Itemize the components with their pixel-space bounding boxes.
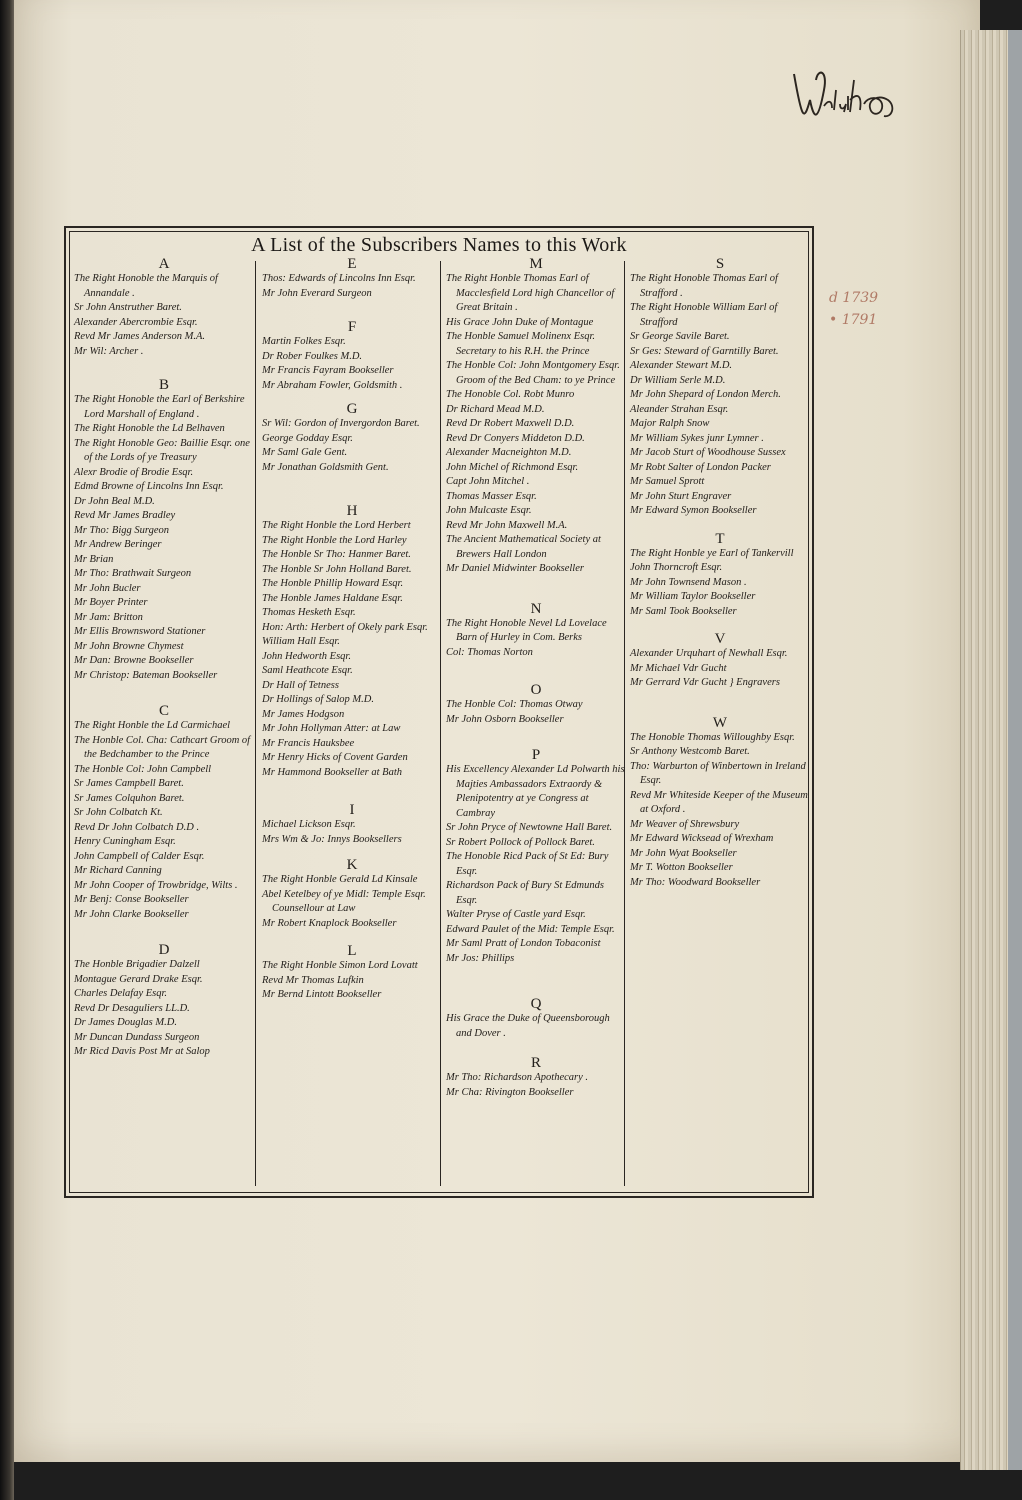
subscriber-list: [262, 417, 442, 475]
subscriber-entry: Mr Edward Symon Bookseller: [630, 505, 757, 516]
subscriber-entry: The Right Honble the Lord Herbert: [262, 520, 411, 531]
subscriber-entry: The Honble Col: John Campbell: [74, 763, 212, 775]
subscriber-column-3: [446, 256, 626, 1100]
margin-note-date: d 1739: [829, 290, 879, 306]
subscriber-entry: Alexander Urquhart of Newhall Esqr.: [630, 648, 788, 659]
subscriber-list: [630, 547, 810, 620]
subscriber-entry: Mr Jacob Sturt of Woodhouse Sussex: [630, 447, 786, 458]
section-letter: F: [347, 319, 357, 335]
subscriber-list: [446, 1012, 626, 1041]
subscriber-entry: Revd Dr Robert Maxwell D.D.: [446, 418, 575, 429]
subscriber-entry: The Honble Phillip Howard Esqr.: [262, 578, 404, 589]
section-letter: M: [529, 256, 543, 272]
column-divider: [255, 261, 256, 1186]
subscriber-entry: The Honoble Ricd Pack of St Ed: Bury Esqr.: [446, 851, 609, 877]
subscriber-entry: His Excellency Alexander Ld Polwarth his Majties Ambassadors Extraordy & Plenipotentry at ye Congress at Cambray: [446, 764, 625, 819]
subscriber-entry: Richardson Pack of Bury St Edmunds Esqr.: [446, 880, 604, 906]
section-letter: I: [349, 802, 355, 818]
section-o: [446, 682, 626, 727]
subscriber-entry: The Honble Sr John Holland Baret.: [262, 563, 412, 575]
section-letter: Q: [530, 996, 542, 1012]
page-edge-shadow: [1008, 30, 1022, 1470]
subscriber-entry: Mr Saml Took Bookseller: [630, 605, 737, 617]
subscriber-entry: Sr James Campbell Baret.: [74, 778, 184, 789]
subscriber-entry: Dr John Beal M.D.: [74, 495, 155, 507]
subscriber-entry: Revd Dr John Colbatch D.D .: [74, 821, 200, 833]
subscriber-list: [630, 647, 810, 691]
subscriber-entry: The Honoble Col. Robt Munro: [446, 389, 575, 400]
subscriber-entry: Mr Brian: [74, 553, 114, 565]
subscriber-entry: Mr John Wyat Bookseller: [630, 847, 737, 859]
subscriber-list: [446, 1071, 626, 1100]
subscriber-entry: John Mulcaste Esqr.: [446, 505, 532, 516]
subscriber-entry: Sr Robert Pollock of Pollock Baret.: [446, 836, 595, 848]
subscriber-entry: Mr James Hodgson: [262, 708, 345, 720]
subscriber-list: [630, 731, 810, 891]
subscriber-list: [74, 393, 254, 683]
section-w: [630, 715, 810, 891]
subscriber-list: [74, 719, 254, 922]
section-t: [630, 531, 810, 620]
subscriber-entry: Mr Andrew Beringer: [74, 539, 162, 550]
subscriber-entry: Revd Dr Desaguliers LL.D.: [74, 1002, 190, 1014]
section-letter: E: [347, 256, 357, 272]
subscriber-list: [262, 272, 442, 301]
subscriber-entry: Mr Robert Knaplock Bookseller: [262, 917, 397, 929]
section-p: [446, 747, 626, 966]
subscriber-list: [446, 698, 626, 727]
subscriber-entry: Revd Mr James Bradley: [74, 510, 176, 521]
subscriber-entry: Mr Daniel Midwinter Bookseller: [446, 563, 584, 574]
subscriber-entry: Sr John Pryce of Newtowne Hall Baret.: [446, 822, 613, 833]
section-q: [446, 996, 626, 1041]
subscriber-list: [446, 617, 626, 661]
section-f: [262, 319, 442, 393]
subscriber-entry: The Honble Col: Thomas Otway: [446, 699, 583, 710]
subscriber-entry: Mr William Sykes junr Lymner .: [630, 432, 764, 444]
book-spine: [0, 0, 14, 1500]
subscriber-entry: Sr Wil: Gordon of Invergordon Baret.: [262, 418, 420, 429]
subscriber-entry: Mr Ricd Davis Post Mr at Salop: [74, 1046, 210, 1057]
section-letter: S: [715, 256, 725, 272]
section-letter: B: [158, 377, 169, 393]
subscriber-entry: Thomas Masser Esqr.: [446, 490, 537, 502]
section-letter: V: [714, 631, 726, 647]
subscriber-entry: The Right Honble the Ld Carmichael: [74, 720, 231, 731]
subscriber-entry: The Right Honble Thomas Earl of Macclesfield Lord high Chancellor of Great Britain .: [446, 273, 615, 313]
subscriber-entry: Mr Saml Gale Gent.: [262, 447, 348, 458]
subscriber-entry: John Thorncroft Esqr.: [630, 562, 723, 573]
subscriber-entry: The Honble Col: John Montgomery Esqr. Groom of the Bed Cham: to ye Prince: [446, 360, 620, 386]
subscriber-entry: Revd Mr Thomas Lufkin: [262, 974, 364, 986]
subscriber-entry: His Grace the Duke of Queensborough and Dover .: [446, 1013, 610, 1039]
section-v: [630, 631, 810, 691]
page-title: A List of the Subscribers Names to this Work: [251, 234, 627, 256]
subscriber-entry: Mr Michael Vdr Gucht: [630, 662, 727, 674]
section-letter: P: [531, 747, 541, 763]
subscriber-entry: Revd Mr James Anderson M.A.: [74, 331, 206, 342]
subscriber-entry: Mr Jos: Phillips: [446, 952, 515, 964]
subscriber-entry: Sr James Colquhon Baret.: [74, 792, 185, 804]
subscriber-entry: Alexr Brodie of Brodie Esqr.: [74, 466, 194, 478]
section-m: [446, 256, 626, 577]
section-k: [262, 857, 442, 931]
subscriber-entry: The Right Honoble the Ld Belhaven: [74, 423, 225, 434]
subscriber-entry: Mr John Townsend Mason .: [630, 576, 747, 588]
subscriber-entry: Mr Francis Hauksbee: [262, 737, 355, 749]
subscriber-entry: Walter Pryse of Castle yard Esqr.: [446, 909, 586, 920]
subscriber-entry: The Right Honoble Nevel Ld Lovelace Barn of Hurley in Com. Berks: [446, 617, 607, 643]
subscriber-entry: Sr Anthony Westcomb Baret.: [630, 746, 750, 757]
section-letter: A: [158, 256, 170, 272]
section-h: [262, 503, 442, 780]
subscriber-entry: Mr Dan: Browne Bookseller: [74, 655, 194, 666]
section-g: [262, 401, 442, 475]
page-edges: [960, 30, 1009, 1470]
subscriber-entry: Mr Bernd Lintott Bookseller: [262, 989, 382, 1000]
subscriber-entry: Mr Richard Canning: [74, 865, 162, 876]
subscriber-entry: Mr Jam: Britton: [74, 611, 143, 623]
subscriber-entry: Major Ralph Snow: [630, 418, 710, 429]
subscriber-entry: Revd Mr John Maxwell M.A.: [446, 519, 568, 531]
subscriber-entry: Mr John Bucler: [74, 582, 141, 594]
subscriber-entry: Mr Tho: Bigg Surgeon: [74, 524, 169, 536]
subscriber-entry: Mr Robt Salter of London Packer: [630, 461, 771, 473]
section-l: [262, 943, 442, 1003]
section-letter: G: [346, 401, 358, 417]
subscriber-entry: Saml Heathcote Esqr.: [262, 665, 353, 676]
subscriber-entry: Dr Richard Mead M.D.: [446, 403, 545, 415]
subscriber-entry: The Honble Col. Cha: Cathcart Groom of the Bedchamber to the Prince: [74, 734, 251, 760]
subscriber-entry: Sr John Anstruther Baret.: [74, 302, 182, 313]
subscriber-entry: Dr Hall of Tetness: [262, 679, 339, 691]
subscriber-entry: Mr T. Wotton Bookseller: [630, 862, 733, 873]
subscriber-entry: Dr William Serle M.D.: [630, 374, 726, 386]
subscriber-entry: Mr Tho: Brathwait Surgeon: [74, 568, 192, 579]
section-letter: N: [530, 600, 542, 617]
subscriber-entry: Mr Gerrard Vdr Gucht } Engravers: [630, 677, 780, 688]
subscriber-entry: The Right Honble the Lord Harley: [262, 534, 407, 546]
section-letter: D: [158, 942, 170, 958]
subscriber-entry: George Godday Esqr.: [262, 432, 353, 444]
subscriber-entry: Sr Ges: Steward of Garntilly Baret.: [630, 345, 779, 357]
subscriber-entry: Revd Mr Whiteside Keeper of the Museum at Oxford .: [630, 789, 808, 815]
section-i: [262, 802, 442, 847]
subscriber-entry: Mr William Taylor Bookseller: [630, 591, 756, 602]
section-letter: H: [346, 503, 358, 519]
subscriber-entry: Mr John Shepard of London Merch.: [630, 389, 781, 400]
subscriber-entry: Mr Tho: Richardson Apothecary .: [446, 1072, 589, 1083]
section-letter: W: [712, 714, 728, 731]
subscriber-entry: Mr Edward Wicksead of Wrexham: [630, 833, 774, 844]
subscriber-list: [74, 272, 254, 359]
section-letter: L: [347, 943, 357, 959]
subscriber-column-4: [630, 256, 810, 890]
subscriber-entry: Mr Cha: Rivington Bookseller: [446, 1086, 574, 1098]
subscriber-entry: Mr John Cooper of Trowbridge, Wilts .: [74, 879, 238, 891]
subscriber-list: [262, 959, 442, 1003]
subscriber-entry: The Right Honoble Thomas Earl of Strafford .: [630, 273, 778, 299]
subscriber-entry: Dr Rober Foulkes M.D.: [262, 350, 363, 362]
subscriber-entry: Mr Abraham Fowler, Goldsmith .: [262, 379, 403, 391]
section-n: [446, 601, 626, 661]
subscriber-entry: Abel Ketelbey of ye Midl: Temple Esqr. Counsellour at Law: [262, 888, 426, 914]
subscriber-entry: Mr John Sturt Engraver: [630, 490, 732, 502]
subscriber-entry: Aleander Strahan Esqr.: [630, 403, 729, 415]
subscriber-entry: The Right Honoble the Earl of Berkshire Lord Marshall of England .: [74, 394, 245, 420]
subscriber-entry: Mr Francis Fayram Bookseller: [262, 365, 394, 376]
subscriber-entry: Mr John Everard Surgeon: [262, 287, 372, 299]
subscriber-entry: The Right Honble ye Earl of Tankervill: [630, 547, 794, 559]
subscriber-entry: Michael Lickson Esqr.: [262, 819, 356, 830]
subscriber-entry: The Right Honoble the Marquis of Annandale .: [74, 273, 218, 299]
subscriber-entry: Tho: Warburton of Winbertown in Ireland Esqr.: [630, 760, 806, 786]
subscriber-list-frame: [64, 226, 814, 1198]
subscriber-entry: Alexander Stewart M.D.: [630, 360, 733, 371]
subscriber-entry: The Honble Samuel Molinenx Esqr. Secretary to his R.H. the Prince: [446, 331, 596, 357]
subscriber-column-1: [74, 256, 254, 1060]
handwritten-signature: [788, 60, 912, 130]
subscriber-entry: Thos: Edwards of Lincolns Inn Esqr.: [262, 273, 416, 284]
section-letter: T: [715, 530, 725, 547]
subscriber-entry: Charles Delafay Esqr.: [74, 988, 168, 999]
subscriber-entry: Mr Hammond Bookseller at Bath: [262, 766, 402, 778]
subscriber-entry: Edward Paulet of the Mid: Temple Esqr.: [446, 923, 615, 935]
section-s: [630, 256, 810, 519]
section-a: [74, 256, 254, 359]
subscriber-entry: Sr George Savile Baret.: [630, 331, 730, 342]
subscriber-entry: Capt John Mitchel .: [446, 476, 530, 487]
subscriber-entry: Mr Weaver of Shrewsbury: [630, 818, 740, 830]
subscriber-list: [446, 763, 626, 966]
section-e: [262, 256, 442, 301]
section-c: [74, 703, 254, 922]
section-letter: O: [530, 682, 542, 698]
margin-note-date: • 1791: [829, 312, 878, 328]
section-r: [446, 1055, 626, 1100]
subscriber-entry: Mr Jonathan Goldsmith Gent.: [262, 461, 389, 473]
subscriber-entry: The Honble Brigadier Dalzell: [74, 959, 200, 970]
subscriber-column-2: [262, 256, 442, 1003]
subscriber-entry: Mr Saml Pratt of London Tobaconist: [446, 938, 601, 949]
subscriber-entry: John Campbell of Calder Esqr.: [74, 850, 205, 862]
subscriber-entry: Mr Duncan Dundass Surgeon: [74, 1031, 200, 1043]
subscriber-entry: His Grace John Duke of Montague: [446, 316, 594, 328]
subscriber-entry: Mr Samuel Sprott: [630, 476, 705, 487]
subscriber-entry: The Right Honoble William Earl of Strafford: [630, 302, 778, 328]
subscriber-entry: The Right Honble Simon Lord Lovatt: [262, 960, 418, 971]
section-d: [74, 942, 254, 1060]
subscriber-entry: Alexander Macneighton M.D.: [446, 447, 572, 458]
section-letter: K: [346, 857, 358, 873]
subscriber-entry: Edmd Browne of Lincolns Inn Esqr.: [74, 481, 224, 492]
subscriber-entry: The Honoble Thomas Willoughby Esqr.: [630, 731, 795, 743]
subscriber-entry: Montague Gerard Drake Esqr.: [74, 973, 203, 985]
subscriber-list: [262, 818, 442, 847]
subscriber-list: [446, 272, 626, 577]
subscriber-list: [262, 335, 442, 393]
subscriber-entry: Mr Ellis Brownsword Stationer: [74, 626, 206, 637]
subscriber-entry: Martin Folkes Esqr.: [262, 336, 346, 347]
subscriber-list: [630, 272, 810, 519]
subscriber-entry: Sr John Colbatch Kt.: [74, 807, 163, 818]
subscriber-entry: Mr Boyer Printer: [74, 597, 148, 608]
subscriber-entry: Mr John Hollyman Atter: at Law: [262, 723, 401, 734]
subscriber-entry: Revd Dr Conyers Middeton D.D.: [446, 432, 585, 444]
subscriber-entry: Mr John Osborn Bookseller: [446, 713, 564, 725]
section-b: [74, 377, 254, 683]
subscriber-entry: Alexander Abercrombie Esqr.: [74, 316, 198, 328]
section-letter: R: [530, 1055, 541, 1071]
subscriber-entry: Mr John Clarke Bookseller: [74, 908, 189, 920]
subscriber-entry: Hon: Arth: Herbert of Okely park Esqr.: [262, 621, 428, 633]
subscriber-entry: Thomas Hesketh Esqr.: [262, 607, 356, 618]
subscriber-entry: John Hedworth Esqr.: [262, 650, 351, 662]
subscriber-entry: The Right Honble Gerald Ld Kinsale: [262, 874, 418, 885]
section-letter: C: [158, 703, 169, 719]
subscriber-entry: Col: Thomas Norton: [446, 646, 533, 658]
subscriber-entry: William Hall Esqr.: [262, 636, 340, 647]
subscriber-list: [74, 958, 254, 1060]
subscriber-entry: Henry Cuningham Esqr.: [74, 836, 176, 847]
subscriber-list: [262, 873, 442, 931]
subscriber-entry: Mr Wil: Archer .: [74, 345, 144, 357]
subscriber-entry: Mr Benj: Conse Bookseller: [74, 894, 189, 905]
subscriber-entry: Mr Henry Hicks of Covent Garden: [262, 752, 408, 763]
subscriber-entry: Mr John Browne Chymest: [74, 640, 184, 652]
subscriber-entry: Mr Christop: Bateman Bookseller: [74, 669, 218, 681]
subscriber-entry: Mr Tho: Woodward Bookseller: [630, 876, 761, 888]
subscriber-entry: Dr Hollings of Salop M.D.: [262, 694, 375, 705]
subscriber-entry: The Ancient Mathematical Society at Brewers Hall London: [446, 534, 601, 560]
subscriber-entry: The Honble James Haldane Esqr.: [262, 592, 403, 604]
subscriber-entry: Dr James Douglas M.D.: [74, 1017, 177, 1028]
subscriber-list: [262, 519, 442, 780]
subscriber-entry: The Honble Sr Tho: Hanmer Baret.: [262, 549, 411, 560]
subscriber-entry: John Michel of Richmond Esqr.: [446, 461, 579, 473]
subscriber-entry: Mrs Wm & Jo: Innys Booksellers: [262, 833, 402, 845]
subscriber-entry: The Right Honoble Geo: Baillie Esqr. one of the Lords of ye Treasury: [74, 437, 250, 463]
